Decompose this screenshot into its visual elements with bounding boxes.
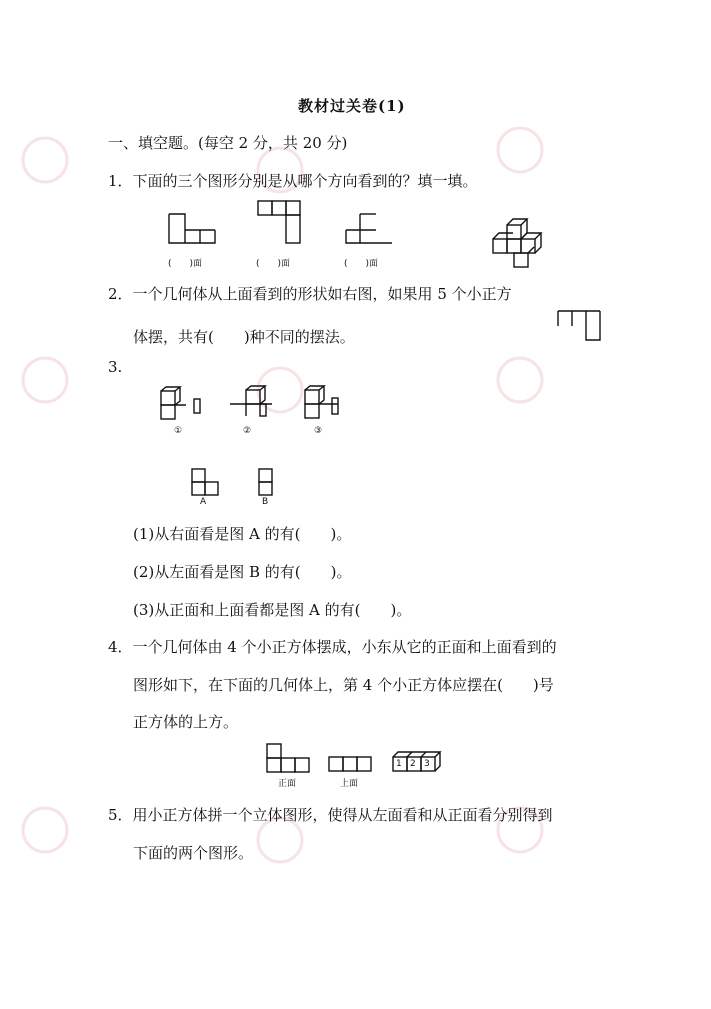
q4-label-front: 正面 bbox=[278, 779, 297, 789]
q3-figure-b bbox=[256, 466, 276, 496]
section-heading: 一、填空题。(每空 2 分，共 20 分) bbox=[108, 134, 348, 152]
question-5-line-1: 5．用小正方体拼一个立体图形，使得从左面看和从正面看分别得到 bbox=[108, 806, 553, 824]
question-3-sub-3: (3)从正面和上面看都是图 A 的有( )。 bbox=[133, 601, 412, 619]
q3-solid-1 bbox=[158, 385, 203, 421]
q4-cube-2: 2 bbox=[410, 759, 416, 769]
q3-solid-3 bbox=[300, 382, 345, 422]
q3-label-b: B bbox=[262, 497, 269, 507]
q1-figure-1 bbox=[165, 210, 220, 245]
q1-label-3: ( )面 bbox=[344, 259, 379, 269]
q3-label-a: A bbox=[200, 497, 207, 507]
question-4-line-3: 正方体的上方。 bbox=[133, 713, 239, 731]
q3-label-3: ③ bbox=[314, 426, 323, 436]
q3-label-2: ② bbox=[243, 426, 252, 436]
page-title: 教材过关卷(1) bbox=[298, 97, 406, 115]
question-2-line-2: 体摆，共有( )种不同的摆法。 bbox=[133, 328, 355, 346]
question-5-line-2: 下面的两个图形。 bbox=[133, 844, 254, 862]
q1-label-1: ( )面 bbox=[168, 259, 203, 269]
question-4-line-1: 4．一个几何体由 4 个小正方体摆成，小东从它的正面和上面看到的 bbox=[108, 638, 557, 656]
question-2-line-1: 2．一个几何体从上面看到的形状如右图，如果用 5 个小正方 bbox=[108, 285, 512, 303]
q3-label-1: ① bbox=[174, 426, 183, 436]
question-3-sub-2: (2)从左面看是图 B 的有( )。 bbox=[133, 563, 352, 581]
q4-top-view-figure bbox=[326, 755, 376, 775]
question-4-line-2: 图形如下，在下面的几何体上，第 4 个小正方体应摆在( )号 bbox=[133, 676, 554, 694]
q3-solid-2 bbox=[228, 382, 276, 422]
question-1-text: 1．下面的三个图形分别是从哪个方向看到的？填一填。 bbox=[108, 172, 478, 190]
q1-figure-2 bbox=[255, 198, 305, 246]
q4-front-view-figure bbox=[264, 741, 314, 775]
q1-figure-3 bbox=[342, 210, 397, 245]
q4-cube-3: 3 bbox=[424, 759, 430, 769]
q3-figure-a bbox=[189, 466, 221, 496]
q4-label-top: 上面 bbox=[340, 779, 359, 789]
question-3-number: 3. bbox=[108, 358, 123, 376]
q4-cube-1: 1 bbox=[396, 759, 402, 769]
q1-label-2: ( )面 bbox=[256, 259, 291, 269]
question-3-sub-1: (1)从右面看是图 A 的有( )。 bbox=[133, 525, 352, 543]
q2-top-view-figure bbox=[555, 308, 605, 344]
q1-solid-cubes bbox=[490, 215, 550, 270]
